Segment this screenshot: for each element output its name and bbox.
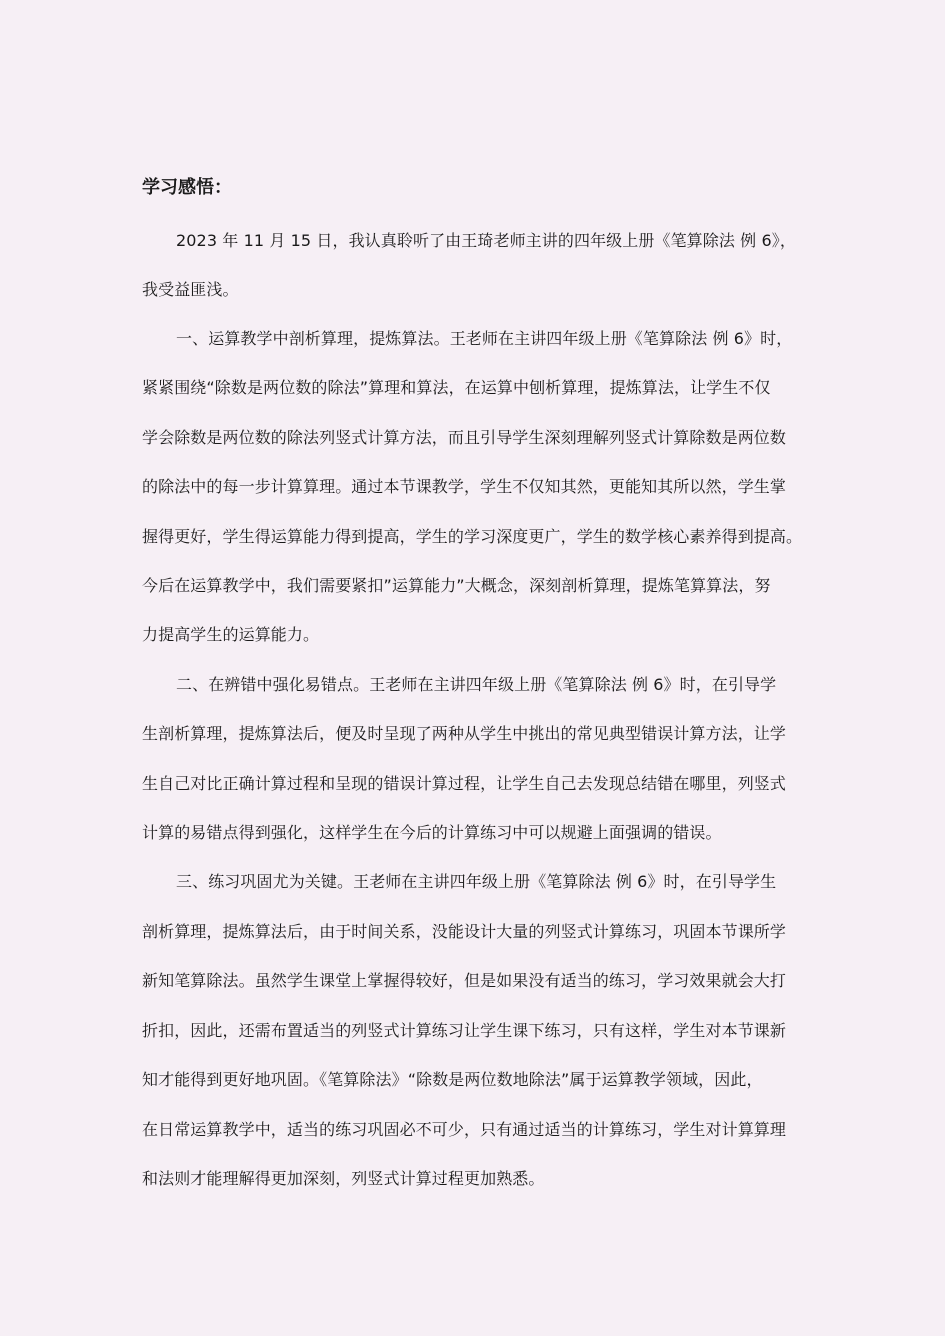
paragraph-line: 我受益匪浅。	[142, 280, 239, 299]
paragraph-line: 生自己对比正确计算过程和呈现的错误计算过程，让学生自己去发现总结错在哪里，列竖式	[142, 774, 787, 793]
paragraph-line: 紧紧围绕“除数是两位数的除法”算理和算法，在运算中刨析算理，提炼算法，让学生不仅	[142, 378, 771, 397]
paragraph-line: 和法则才能理解得更加深刻，列竖式计算过程更加熟悉。	[142, 1169, 545, 1188]
paragraph-line: 三、练习巩固尤为关键。王老师在主讲四年级上册《笔算除法 例 6》时，在引导学生	[176, 872, 777, 891]
paragraph-line: 二、在辨错中强化易错点。王老师在主讲四年级上册《笔算除法 例 6》时，在引导学	[176, 675, 777, 694]
paragraph-line: 折扣，因此，还需布置适当的列竖式计算练习让学生课下练习，只有这样，学生对本节课新	[142, 1021, 787, 1040]
paragraph-line: 2023 年 11 月 15 日，我认真聆听了由王琦老师主讲的四年级上册《笔算除法 例 6》，	[176, 231, 796, 250]
paragraph-line: 学会除数是两位数的除法列竖式计算方法，而且引导学生深刻理解列竖式计算除数是两位数	[142, 428, 787, 447]
paragraph-line: 知才能得到更好地巩固。《笔算除法》“除数是两位数地除法”属于运算教学领域，因此，	[142, 1070, 763, 1089]
paragraph-line: 的除法中的每一步计算算理。通过本节课教学，学生不仅知其然，更能知其所以然，学生掌	[142, 477, 787, 496]
paragraph-line: 生剖析算理，提炼算法后，便及时呈现了两种从学生中挑出的常见典型错误计算方法，让学	[142, 724, 787, 743]
paragraph-line: 计算的易错点得到强化，这样学生在今后的计算练习中可以规避上面强调的错误。	[142, 823, 722, 842]
paragraph-line: 在日常运算教学中，适当的练习巩固必不可少，只有通过适当的计算练习，学生对计算算理	[142, 1120, 787, 1139]
paragraph-line: 一、运算教学中剖析算理，提炼算法。王老师在主讲四年级上册《笔算除法 例 6》时，	[176, 329, 793, 348]
paragraph-line: 新知笔算除法。虽然学生课堂上掌握得较好，但是如果没有适当的练习，学习效果就会大打	[142, 971, 787, 990]
paragraph-line: 剖析算理，提炼算法后，由于时间关系，没能设计大量的列竖式计算练习，巩固本节课所学	[142, 922, 787, 941]
document-title: 学习感悟：	[142, 177, 232, 198]
paragraph-line: 今后在运算教学中，我们需要紧扣”运算能力”大概念，深刻剖析算理，提炼笔算算法，努	[142, 576, 771, 595]
paragraph-line: 握得更好，学生得运算能力得到提高，学生的学习深度更广，学生的数学核心素养得到提高。	[142, 527, 803, 546]
paragraph-line: 力提高学生的运算能力。	[142, 625, 320, 644]
